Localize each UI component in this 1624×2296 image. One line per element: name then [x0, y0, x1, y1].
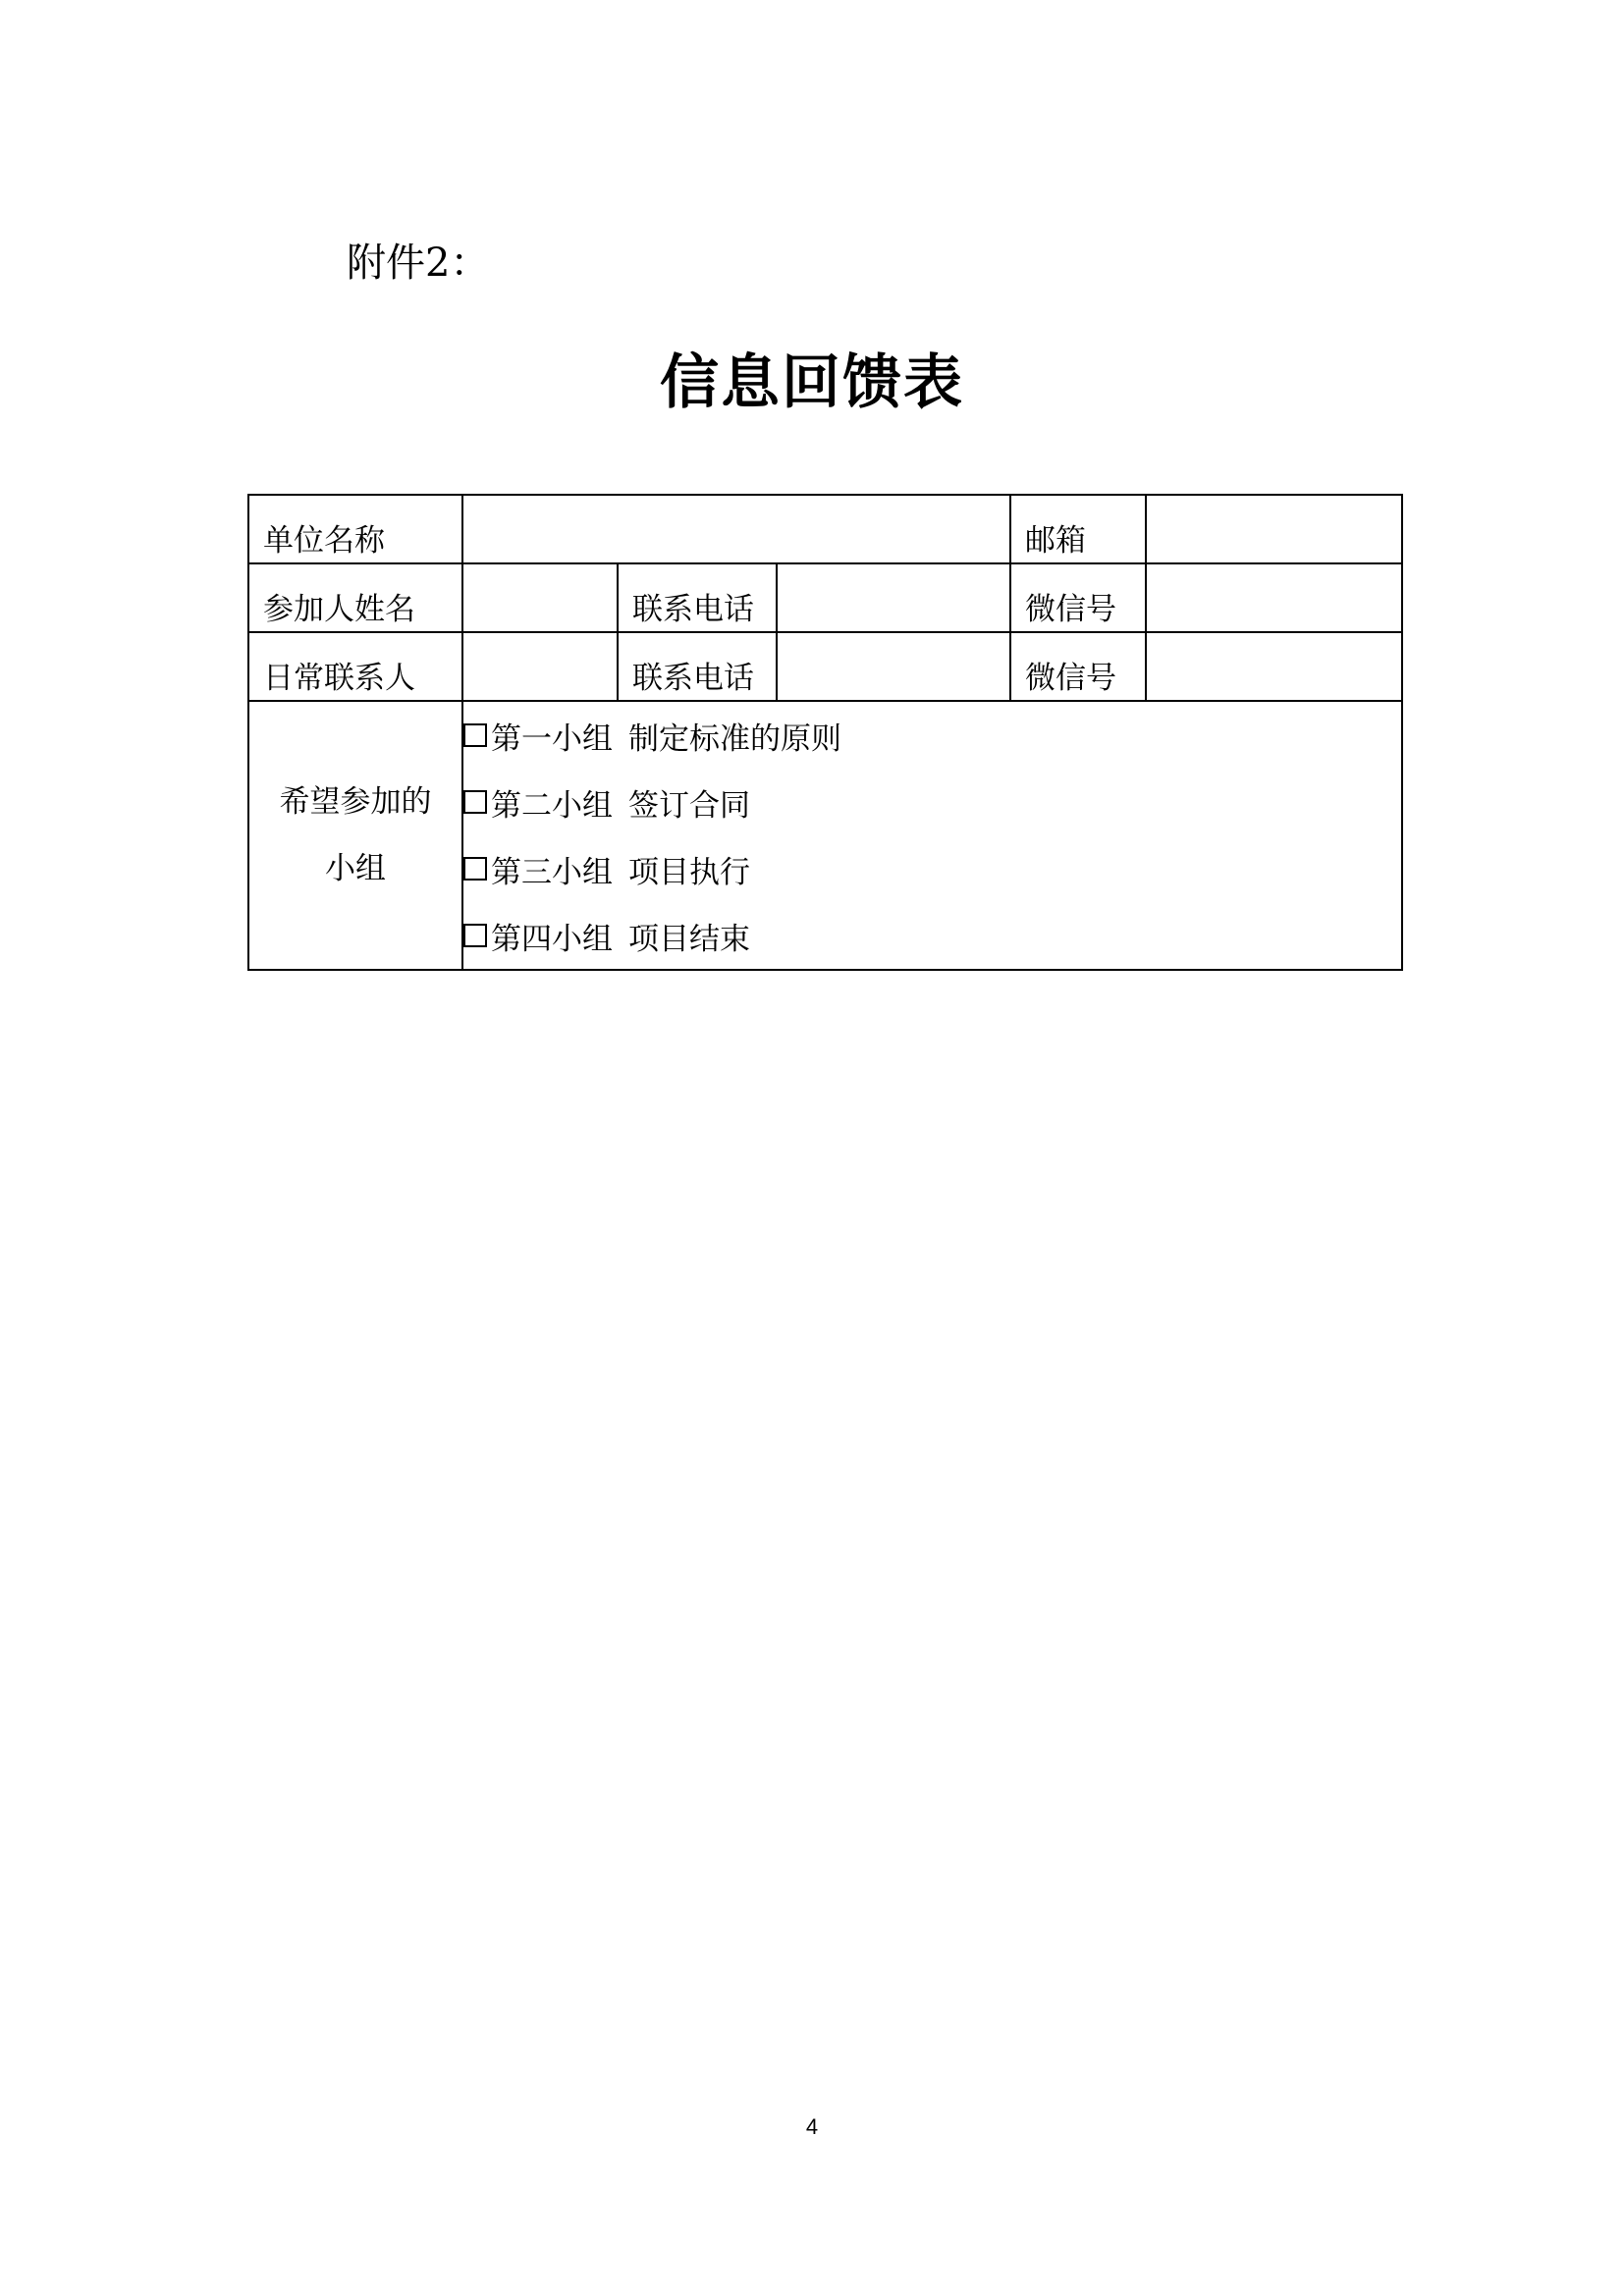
- unit-name-label-cell: [248, 495, 462, 563]
- group-option-3[interactable]: [463, 835, 1401, 902]
- group-option-4[interactable]: [463, 902, 1401, 969]
- daily-contact-phone-label: 联系电话: [632, 661, 754, 696]
- participant-wechat-label-cell: [1010, 563, 1146, 632]
- group-option-topic: 项目执行: [628, 854, 750, 890]
- document-title: 信息回馈表: [660, 348, 964, 417]
- group-option-2[interactable]: [463, 769, 1401, 835]
- participant-label-cell: [248, 563, 462, 632]
- daily-contact-label: 日常联系人: [263, 661, 415, 696]
- group-option-topic: 项目结束: [628, 921, 750, 957]
- email-field[interactable]: [1146, 495, 1402, 563]
- group-preference-label-line1: 希望参加的: [279, 784, 432, 820]
- group-preference-label-cell: [248, 701, 462, 970]
- checkbox-icon[interactable]: [463, 857, 487, 881]
- group-preference-label-line2: 小组: [325, 851, 386, 886]
- participant-phone-label-cell: [618, 563, 777, 632]
- group-option-name: 第四小组: [491, 921, 613, 957]
- participant-phone-field[interactable]: [777, 563, 1010, 632]
- group-option-topic: 制定标准的原则: [628, 721, 841, 757]
- group-option-1[interactable]: [463, 702, 1401, 769]
- participant-phone-label: 联系电话: [632, 592, 754, 627]
- daily-contact-phone-label-cell: [618, 632, 777, 701]
- form-row-participant: [248, 563, 1402, 632]
- participant-name-field[interactable]: [462, 563, 618, 632]
- feedback-form-table: [247, 494, 1403, 971]
- email-label: 邮箱: [1025, 523, 1087, 559]
- checkbox-icon[interactable]: [463, 790, 487, 814]
- daily-contact-label-cell: [248, 632, 462, 701]
- group-option-name: 第二小组: [491, 787, 613, 824]
- daily-contact-phone-field[interactable]: [777, 632, 1010, 701]
- daily-contact-wechat-label: 微信号: [1025, 661, 1117, 696]
- form-row-groups: [248, 701, 1402, 970]
- participant-name-label: 参加人姓名: [263, 592, 415, 627]
- group-option-name: 第三小组: [491, 854, 613, 890]
- checkbox-icon[interactable]: [463, 924, 487, 947]
- form-row-daily-contact: [248, 632, 1402, 701]
- participant-wechat-label: 微信号: [1025, 592, 1117, 627]
- group-options-cell: [462, 701, 1402, 970]
- unit-name-label: 单位名称: [263, 523, 385, 559]
- attachment-label: 附件2：: [347, 240, 490, 286]
- unit-name-field[interactable]: [462, 495, 1010, 563]
- email-label-cell: [1010, 495, 1146, 563]
- daily-contact-wechat-field[interactable]: [1146, 632, 1402, 701]
- daily-contact-wechat-label-cell: [1010, 632, 1146, 701]
- page-number: 4: [805, 2114, 819, 2139]
- form-row-unit: [248, 495, 1402, 563]
- group-option-topic: 签订合同: [628, 787, 750, 824]
- checkbox-icon[interactable]: [463, 723, 487, 747]
- group-option-name: 第一小组: [491, 721, 613, 757]
- daily-contact-field[interactable]: [462, 632, 618, 701]
- participant-wechat-field[interactable]: [1146, 563, 1402, 632]
